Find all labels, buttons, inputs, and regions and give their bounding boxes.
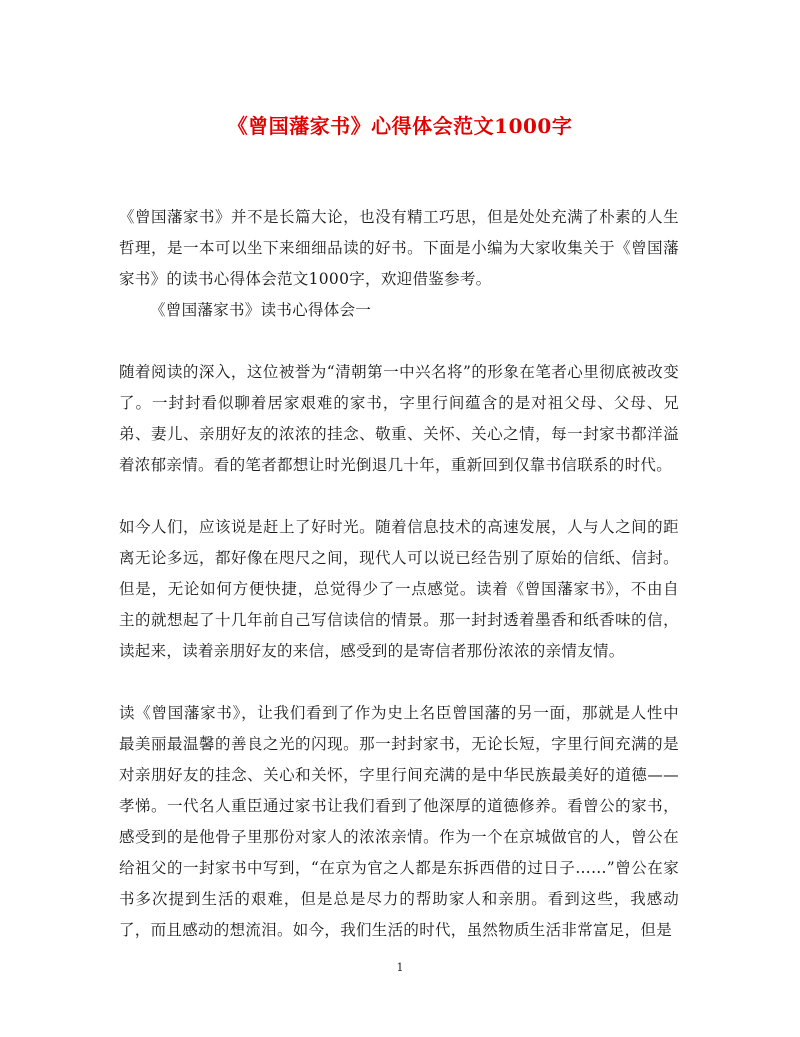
paragraph-gap bbox=[119, 326, 679, 357]
section-heading: 《曾国藩家书》读书心得体会一 bbox=[150, 301, 372, 319]
body-paragraph-2: 如今人们，应该说是赶上了好时光。随着信息技术的高速发展，人与人之间的距离无论多远，都好像在咫尺之间，现代人可以说已经告别了原始的信纸、信封。但是，无论如何方便快捷，总觉得少了一点感觉。读着《曾国藩家书》，不由自主的就想起了十几年前自己写信读信的情景。那一封封透着墨香和纸香味的信，读起来，读着亲朋好友的来信，感受到的是寄信者那份浓浓的亲情友情。 bbox=[119, 518, 679, 660]
page-number: 1 bbox=[396, 961, 404, 974]
body-paragraph-3: 读《曾国藩家书》，让我们看到了作为史上名臣曾国藩的另一面，那就是人性中最美丽最温馨的善良之光的闪现。那一封封家书，无论长短，字里行间充满的是对亲朋好友的挂念、关心和关怀，字里行间充满的是中华民族最美好的道德——孝悌。一代名人重臣通过家书让我们看到了他深厚的道德修养。看曾公的家书，感受到的是他骨子里那份对家人的浓浓亲情。作为一个在京城做官的人，曾公在给祖父的一封家书中写到，“在京为官之人都是东拆西借的过日子……”曾公在家书多次提到生活的艰难，但是总是尽力的帮助家人和亲朋。看到这些，我感动了，而且感动的想流泪。如今，我们生活的时代，虽然物质生活非常富足，但是 bbox=[119, 704, 679, 939]
document-body bbox=[119, 202, 679, 946]
body-paragraph-1: 随着阅读的深入，这位被誉为“清朝第一中兴名将”的形象在笔者心里彻底被改变了。一封封看似聊着居家艰难的家书，字里行间蕴含的是对祖父母、父母、兄弟、妻儿、亲朋好友的浓浓的挂念、敬重、关怀、关心之情，每一封家书都洋溢着浓郁亲情。看的笔者都想让时光倒退几十年，重新回到仅靠书信联系的时代。 bbox=[119, 363, 679, 474]
paragraph-gap bbox=[119, 481, 679, 512]
document-title: 《曾国藩家书》心得体会范文1000字 bbox=[227, 114, 573, 138]
paragraph-gap bbox=[119, 667, 679, 698]
intro-paragraph: 《曾国藩家书》并不是长篇大论，也没有精工巧思，但是处处充满了朴素的人生哲理，是一本可以坐下来细细品读的好书。下面是小编为大家收集关于《曾国藩家书》的读书心得体会范文1000字，欢迎借鉴参考。 bbox=[119, 208, 679, 288]
